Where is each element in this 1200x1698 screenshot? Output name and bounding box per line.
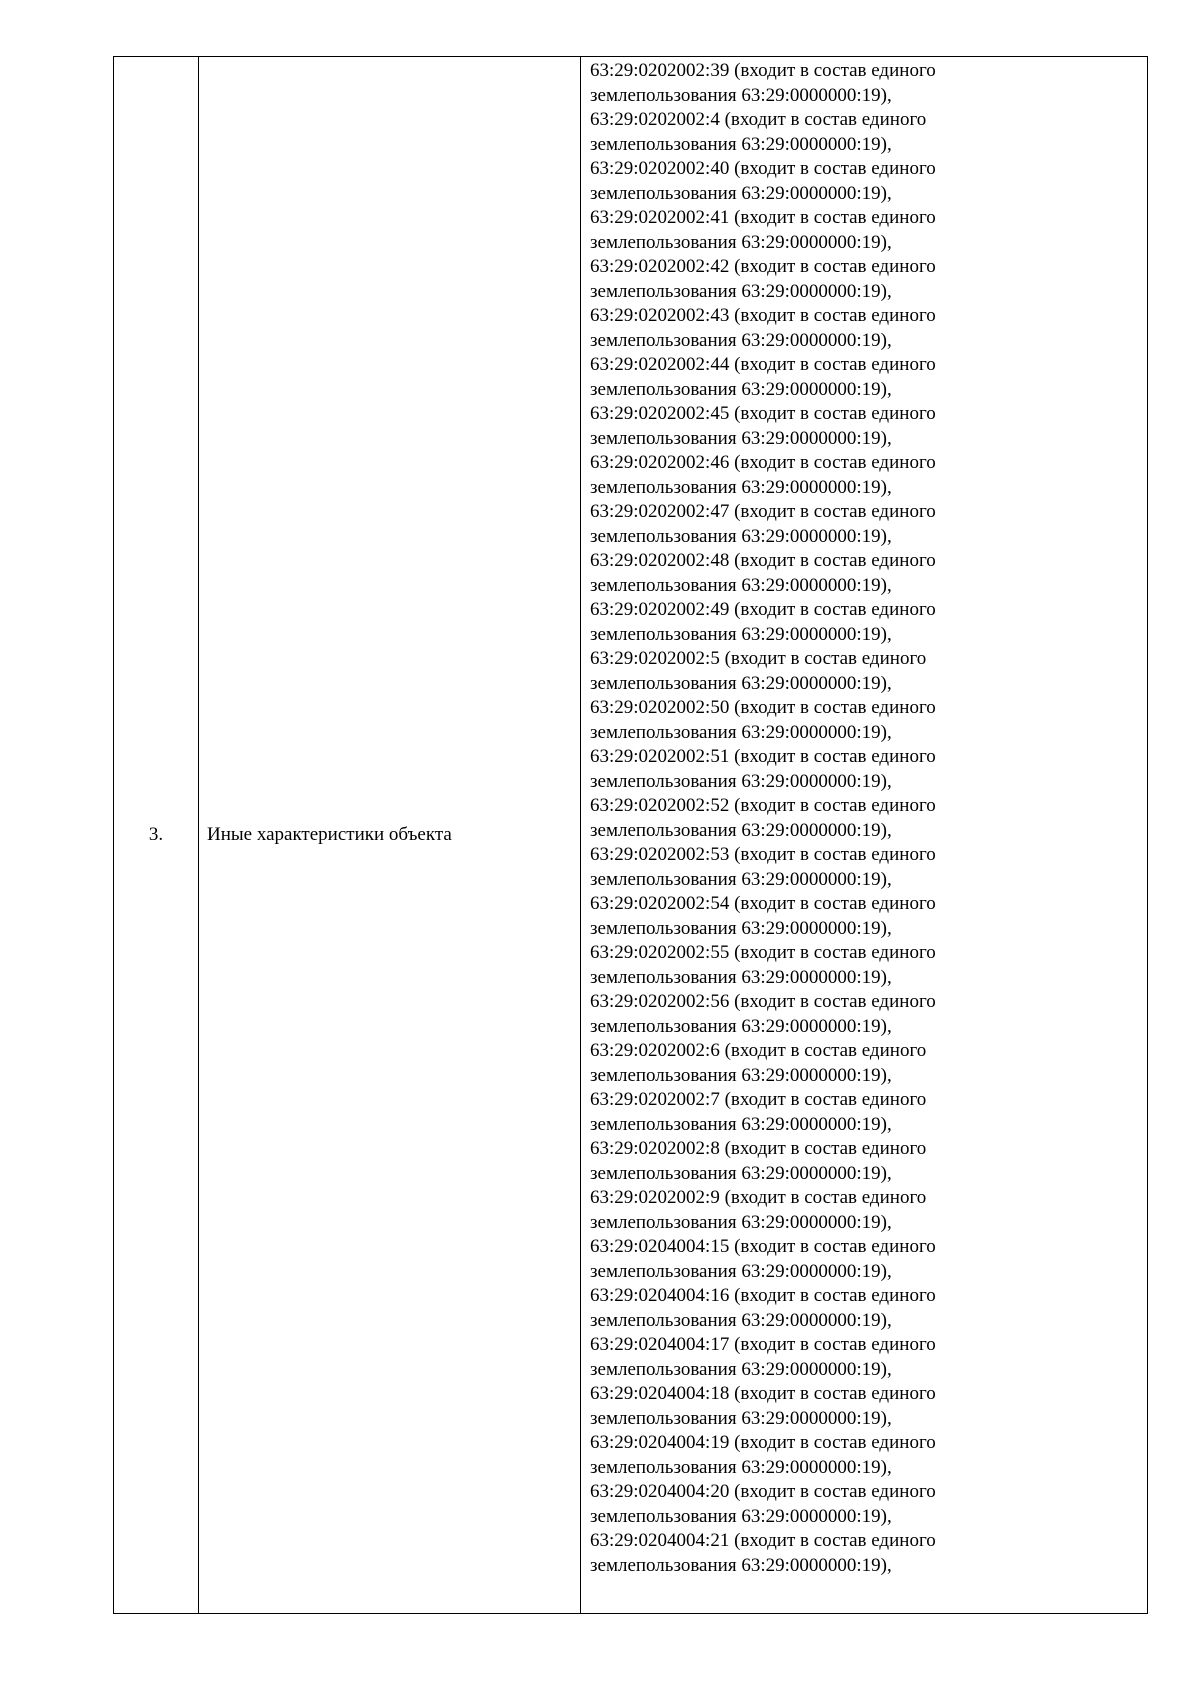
list-item (590, 941, 1147, 990)
list-item (590, 206, 1147, 255)
list-item (590, 402, 1147, 451)
list-item (590, 1284, 1147, 1333)
land-use-line: землепользования 63:29:0000000:19), (590, 1554, 892, 1576)
land-use-line: землепользования 63:29:0000000:19), (590, 721, 892, 743)
cadastral-number-line: 63:29:0204004:19 (входит в состав единого (590, 1432, 936, 1453)
cadastral-number-line: 63:29:0204004:17 (входит в состав единого (590, 1334, 936, 1355)
cadastral-number-line: 63:29:0202002:39 (входит в состав единого (590, 60, 936, 81)
list-item (590, 1382, 1147, 1431)
land-use-line: землепользования 63:29:0000000:19), (590, 378, 892, 400)
list-item (590, 353, 1147, 402)
list-item (590, 451, 1147, 500)
cadastral-number-line: 63:29:0202002:55 (входит в состав единого (590, 942, 936, 963)
row-value (581, 57, 1148, 1614)
list-item (590, 549, 1147, 598)
cadastral-number-line: 63:29:0202002:45 (входит в состав единого (590, 403, 936, 424)
cadastral-number-line: 63:29:0202002:54 (входит в состав единого (590, 893, 936, 914)
list-item (590, 843, 1147, 892)
cadastral-entries-list (590, 59, 1147, 1578)
list-item (590, 1039, 1147, 1088)
table-row (114, 57, 1148, 1614)
cadastral-number-line: 63:29:0202002:52 (входит в состав единого (590, 795, 936, 816)
land-use-line: землепользования 63:29:0000000:19), (590, 329, 892, 351)
characteristics-table (113, 56, 1148, 1614)
land-use-line: землепользования 63:29:0000000:19), (590, 1064, 892, 1086)
cadastral-number-line: 63:29:0202002:41 (входит в состав единого (590, 207, 936, 228)
list-item (590, 1529, 1147, 1578)
cadastral-number-line: 63:29:0202002:4 (входит в состав единого (590, 109, 927, 130)
list-item (590, 1137, 1147, 1186)
list-item (590, 794, 1147, 843)
row-label: Иные характеристики объекта (199, 57, 581, 1614)
list-item (590, 1333, 1147, 1382)
list-item (590, 304, 1147, 353)
land-use-line: землепользования 63:29:0000000:19), (590, 1309, 892, 1331)
cadastral-number-line: 63:29:0202002:40 (входит в состав единого (590, 158, 936, 179)
land-use-line: землепользования 63:29:0000000:19), (590, 280, 892, 302)
land-use-line: землепользования 63:29:0000000:19), (590, 427, 892, 449)
cadastral-number-line: 63:29:0202002:53 (входит в состав единого (590, 844, 936, 865)
cadastral-number-line: 63:29:0202002:42 (входит в состав единого (590, 256, 936, 277)
cadastral-number-line: 63:29:0202002:48 (входит в состав единого (590, 550, 936, 571)
cadastral-number-line: 63:29:0202002:9 (входит в состав единого (590, 1187, 927, 1208)
land-use-line: землепользования 63:29:0000000:19), (590, 1162, 892, 1184)
cadastral-number-line: 63:29:0202002:44 (входит в состав единого (590, 354, 936, 375)
land-use-line: землепользования 63:29:0000000:19), (590, 1358, 892, 1380)
cadastral-number-line: 63:29:0202002:6 (входит в состав единого (590, 1040, 927, 1061)
list-item (590, 500, 1147, 549)
land-use-line: землепользования 63:29:0000000:19), (590, 868, 892, 890)
land-use-line: землепользования 63:29:0000000:19), (590, 1211, 892, 1233)
land-use-line: землепользования 63:29:0000000:19), (590, 1260, 892, 1282)
cadastral-number-line: 63:29:0202002:56 (входит в состав единого (590, 991, 936, 1012)
land-use-line: землепользования 63:29:0000000:19), (590, 623, 892, 645)
cadastral-number-line: 63:29:0202002:50 (входит в состав единого (590, 697, 936, 718)
cadastral-number-line: 63:29:0202002:47 (входит в состав единого (590, 501, 936, 522)
land-use-line: землепользования 63:29:0000000:19), (590, 1113, 892, 1135)
land-use-line: землепользования 63:29:0000000:19), (590, 84, 892, 106)
list-item (590, 1186, 1147, 1235)
cadastral-number-line: 63:29:0202002:8 (входит в состав единого (590, 1138, 927, 1159)
land-use-line: землепользования 63:29:0000000:19), (590, 574, 892, 596)
cadastral-number-line: 63:29:0204004:21 (входит в состав единого (590, 1530, 936, 1551)
list-item (590, 255, 1147, 304)
land-use-line: землепользования 63:29:0000000:19), (590, 476, 892, 498)
list-item (590, 745, 1147, 794)
land-use-line: землепользования 63:29:0000000:19), (590, 966, 892, 988)
list-item (590, 696, 1147, 745)
list-item (590, 1235, 1147, 1284)
cadastral-number-line: 63:29:0202002:51 (входит в состав единого (590, 746, 936, 767)
cadastral-number-line: 63:29:0202002:5 (входит в состав единого (590, 648, 927, 669)
list-item (590, 598, 1147, 647)
cadastral-number-line: 63:29:0204004:20 (входит в состав единого (590, 1481, 936, 1502)
cadastral-number-line: 63:29:0202002:46 (входит в состав единого (590, 452, 936, 473)
land-use-line: землепользования 63:29:0000000:19), (590, 525, 892, 547)
land-use-line: землепользования 63:29:0000000:19), (590, 1015, 892, 1037)
list-item (590, 1431, 1147, 1480)
land-use-line: землепользования 63:29:0000000:19), (590, 819, 892, 841)
land-use-line: землепользования 63:29:0000000:19), (590, 133, 892, 155)
land-use-line: землепользования 63:29:0000000:19), (590, 1407, 892, 1429)
cadastral-number-line: 63:29:0204004:15 (входит в состав единого (590, 1236, 936, 1257)
land-use-line: землепользования 63:29:0000000:19), (590, 917, 892, 939)
cadastral-number-line: 63:29:0204004:16 (входит в состав единого (590, 1285, 936, 1306)
list-item (590, 59, 1147, 108)
land-use-line: землепользования 63:29:0000000:19), (590, 1505, 892, 1527)
land-use-line: землепользования 63:29:0000000:19), (590, 1456, 892, 1478)
list-item (590, 108, 1147, 157)
cadastral-number-line: 63:29:0204004:18 (входит в состав единого (590, 1383, 936, 1404)
cadastral-number-line: 63:29:0202002:43 (входит в состав единого (590, 305, 936, 326)
cadastral-number-line: 63:29:0202002:7 (входит в состав единого (590, 1089, 927, 1110)
land-use-line: землепользования 63:29:0000000:19), (590, 182, 892, 204)
list-item (590, 892, 1147, 941)
list-item (590, 1088, 1147, 1137)
cadastral-number-line: 63:29:0202002:49 (входит в состав единого (590, 599, 936, 620)
list-item (590, 990, 1147, 1039)
list-item (590, 157, 1147, 206)
list-item (590, 1480, 1147, 1529)
list-item (590, 647, 1147, 696)
land-use-line: землепользования 63:29:0000000:19), (590, 770, 892, 792)
land-use-line: землепользования 63:29:0000000:19), (590, 672, 892, 694)
row-number: 3. (114, 57, 199, 1614)
land-use-line: землепользования 63:29:0000000:19), (590, 231, 892, 253)
